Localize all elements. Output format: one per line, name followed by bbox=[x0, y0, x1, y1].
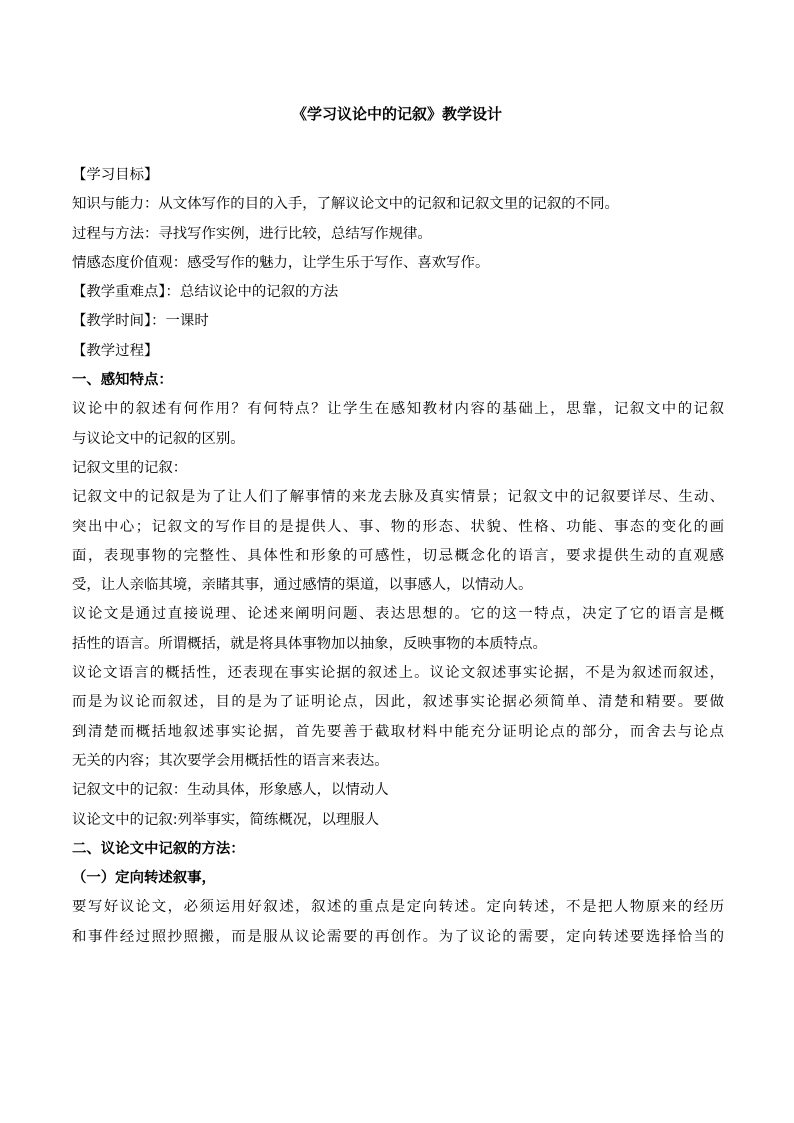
body-text-line: 知识与能力：从文体写作的目的入手，了解议论文中的记叙和记叙文里的记叙的不同。 bbox=[72, 196, 619, 213]
section-heading: 二、议论文中记叙的方法： bbox=[72, 840, 245, 857]
body-text-line: 受，让人亲临其境，亲睹其事，通过感情的渠道，以事感人，以情动人。 bbox=[72, 577, 533, 594]
body-text-line: 情感态度价值观：感受写作的魅力，让学生乐于写作、喜欢写作。 bbox=[72, 254, 490, 271]
body-text-line: 面，表现事物的完整性、具体性和形象的可感性，切忌概念化的语言，要求提供生动的直观感 bbox=[72, 547, 724, 564]
body-text-line: 记叙文中的记叙：生动具体，形象感人，以情动人 bbox=[72, 782, 389, 799]
body-text-line: 【教学时间】：一课时 bbox=[72, 313, 209, 330]
body-text-line: 到清楚而概括地叙述事实论据，首先要善于截取材料中能充分证明论点的部分，而舍去与论点 bbox=[72, 723, 724, 740]
body-text-line: 【学习目标】 bbox=[72, 167, 159, 183]
section-heading: 一、感知特点： bbox=[72, 372, 173, 389]
body-text-line: 与议论文中的记叙的区别。 bbox=[72, 430, 245, 447]
body-text-line: 突出中心；记叙文的写作目的是提供人、事、物的形态、状貌、性格、功能、事态的变化的画 bbox=[72, 518, 724, 535]
body-text-line: 【教学重难点】：总结议论中的记叙的方法 bbox=[72, 284, 339, 301]
body-text-line: 和事件经过照抄照搬，而是服从议论需要的再创作。为了议论的需要，定向转述要选择恰当的 bbox=[72, 928, 724, 945]
section-heading: （一）定向转述叙事， bbox=[72, 870, 216, 887]
document-body bbox=[72, 161, 724, 952]
body-text-line: 议论文是通过直接说理、论述来阐明问题、表达思想的。它的这一特点，决定了它的语言是概 bbox=[72, 606, 724, 623]
document-title: 《学习议论中的记叙》教学设计 bbox=[291, 105, 502, 123]
body-text-line: 而是为议论而叙述，目的是为了证明论点，因此，叙述事实论据必须简单、清楚和精要。要做 bbox=[72, 694, 724, 711]
body-text-line: 议论文语言的概括性，还表现在事实论据的叙述上。议论文叙述事实论据，不是为叙述而叙述， bbox=[72, 665, 724, 682]
body-text-line: 要写好议论文，必须运用好叙述，叙述的重点是定向转述。定向转述，不是把人物原来的经历 bbox=[72, 899, 724, 916]
body-text-line: 无关的内容；其次要学会用概括性的语言来表达。 bbox=[72, 752, 389, 769]
body-text-line: 记叙文中的记叙是为了让人们了解事情的来龙去脉及真实情景；记叙文中的记叙要详尽、生动、 bbox=[72, 489, 724, 506]
body-text-line: 议论文中的记叙:列举事实，简练概况，以理服人 bbox=[72, 811, 380, 828]
body-text-line: 过程与方法：寻找写作实例，进行比较，总结写作规律。 bbox=[72, 225, 432, 242]
body-text-line: 括性的语言。所谓概括，就是将具体事物加以抽象，反映事物的本质特点。 bbox=[72, 635, 547, 652]
body-text-line: 【教学过程】 bbox=[72, 342, 159, 359]
body-text-line: 议论中的叙述有何作用？有何特点？让学生在感知教材内容的基础上，思靠，记叙文中的记叙 bbox=[72, 401, 724, 418]
body-text-line: 记叙文里的记叙： bbox=[72, 459, 188, 476]
